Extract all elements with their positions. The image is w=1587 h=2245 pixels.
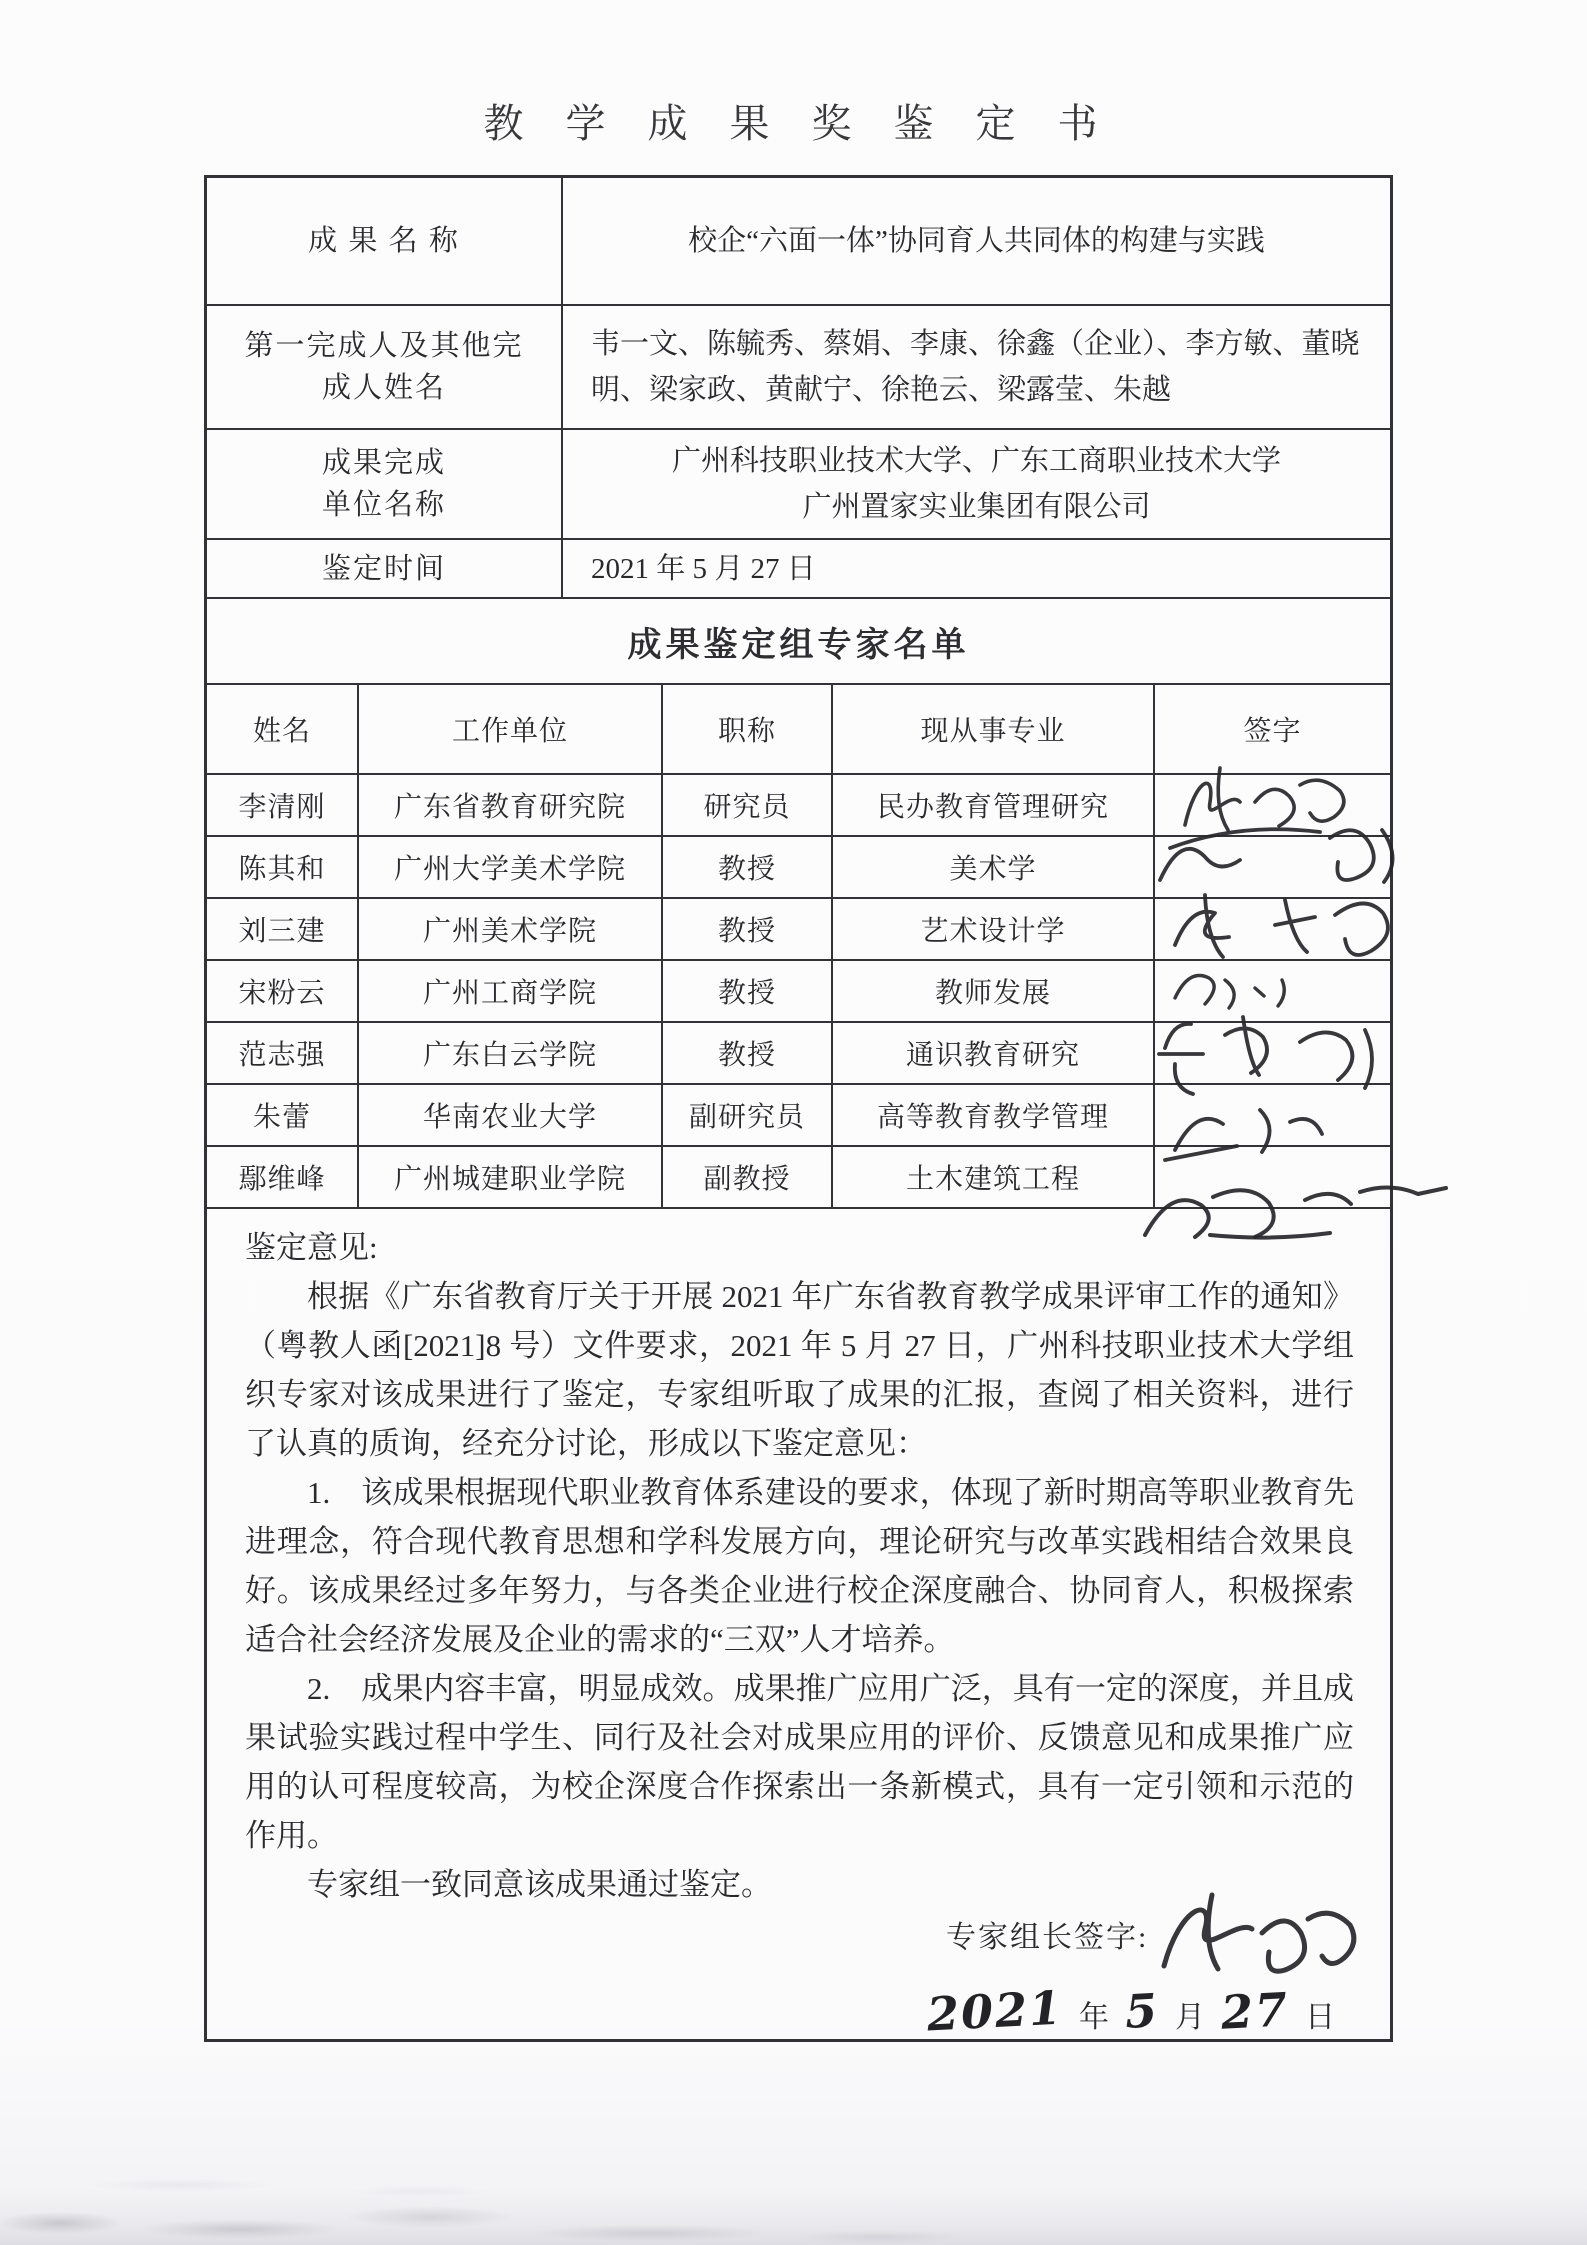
col-header-org: 工作单位 (359, 685, 663, 773)
table-row (207, 899, 1390, 961)
expert-org: 华南农业大学 (359, 1085, 663, 1145)
expert-signature-cell (1155, 837, 1390, 897)
value-line-1: 广州科技职业技术大学、广东工商职业技术大学 (671, 445, 1281, 477)
leader-signature-label: 专家组长签字: (946, 1921, 1149, 1954)
expert-field: 艺术设计学 (833, 899, 1155, 959)
expert-name: 鄢维峰 (207, 1147, 359, 1207)
expert-title: 教授 (663, 1023, 833, 1083)
expert-name: 范志强 (207, 1023, 359, 1083)
achievement-name-value (563, 178, 1390, 304)
expert-title: 研究员 (663, 775, 833, 835)
opinion-paragraph: 2. 成果内容丰富，明显成效。成果推广应用广泛，具有一定的深度，并且成果试验实践过程中学生、同行及社会对成果应用的评价、反馈意见和成果推广应用的认可程度较高，为校企深度合作探索出一条新模式，具有一定引领和示范的作用。 (245, 1671, 1354, 1853)
expert-name: 李清刚 (207, 775, 359, 835)
date-day-handwritten: 27 (1219, 1982, 1291, 2040)
completing-units-label (207, 430, 563, 538)
completing-units-value (563, 430, 1390, 538)
table-row (207, 837, 1390, 899)
col-header-sign: 签字 (1243, 716, 1302, 747)
row-completing-units (207, 430, 1390, 540)
date-day-unit: 日 (1305, 2001, 1336, 2034)
row-achievement-name (207, 178, 1390, 306)
expert-title: 教授 (663, 837, 833, 897)
expert-org: 广东省教育研究院 (359, 775, 663, 835)
col-header-name: 姓名 (207, 685, 359, 773)
expert-signature-cell (1155, 961, 1390, 1021)
expert-signature-cell (1155, 1147, 1390, 1207)
col-header-title: 职称 (663, 685, 833, 773)
expert-signature-cell (1155, 1085, 1390, 1145)
completers-value (563, 306, 1390, 428)
expert-signature-cell (1155, 899, 1390, 959)
appraisal-date-value (563, 540, 1390, 597)
appraisal-opinion-section (207, 1209, 1390, 2045)
expert-org: 广州城建职业学院 (359, 1147, 663, 1207)
expert-title: 副研究员 (663, 1085, 833, 1145)
expert-signature-cell (1155, 1023, 1390, 1083)
expert-field: 土木建筑工程 (833, 1147, 1155, 1207)
label-text: 鉴定时间 (321, 552, 446, 585)
opinion-paragraph: 根据《广东省教育厅关于开展 2021 年广东省教育教学成果评审工作的通知》（粤教人函[2021]8 号）文件要求，2021 年 5 月 27 日，广州科技职业技术大学组织专家对该成果进行了鉴定，专家组听取了成果的汇报，查阅了相关资料，进行了认真的质询，经充分讨论，形成以下鉴定意见： (245, 1279, 1354, 1461)
value-text: 校企“六面一体”协同育人共同体的构建与实践 (688, 225, 1265, 257)
expert-title: 教授 (663, 961, 833, 1021)
completers-label (207, 306, 563, 428)
expert-field: 美术学 (833, 837, 1155, 897)
expert-org: 广东白云学院 (359, 1023, 663, 1083)
expert-field: 民办教育管理研究 (833, 775, 1155, 835)
date-month-handwritten: 5 (1123, 1983, 1161, 2039)
opinion-heading: 鉴定意见: (245, 1230, 378, 1265)
expert-org: 广州工商学院 (359, 961, 663, 1021)
expert-title: 副教授 (663, 1147, 833, 1207)
expert-table-header (207, 685, 1390, 775)
label-text: 成 果 名 称 (308, 225, 460, 257)
expert-field: 教师发展 (833, 961, 1155, 1021)
document-title: 教 学 成 果 奖 鉴 定 书 (483, 101, 1114, 146)
value-line-2: 广州置家实业集团有限公司 (802, 491, 1151, 523)
expert-field: 高等教育教学管理 (833, 1085, 1155, 1145)
table-row (207, 1023, 1390, 1085)
value-text: 2021 年 5 月 27 日 (591, 552, 816, 585)
table-row (207, 1147, 1390, 1209)
table-row (207, 961, 1390, 1023)
col-header-field: 现从事专业 (833, 685, 1155, 773)
label-text: 成果完成单位名称 (321, 447, 446, 521)
opinion-paragraph: 专家组一致同意该成果通过鉴定。 (307, 1867, 772, 1902)
label-text: 第一完成人及其他完成人姓名 (244, 330, 524, 404)
expert-org: 广州大学美术学院 (359, 837, 663, 897)
table-row (207, 775, 1390, 837)
value-text: 韦一文、陈毓秀、蔡娟、李康、徐鑫（企业）、李方敏、董晓明、梁家政、黄献宁、徐艳云、梁露莹、朱越 (591, 328, 1360, 406)
leader-signature-date (925, 1980, 1336, 2042)
achievement-name-label (207, 178, 563, 304)
row-completers (207, 306, 1390, 430)
appraisal-date-label (207, 540, 563, 597)
scan-artifact-bottom (0, 2189, 1587, 2245)
expert-name: 朱蕾 (207, 1085, 359, 1145)
expert-field: 通识教育研究 (833, 1023, 1155, 1083)
expert-name: 刘三建 (207, 899, 359, 959)
expert-name: 宋粉云 (207, 961, 359, 1021)
opinion-paragraph: 1. 该成果根据现代职业教育体系建设的要求，体现了新时期高等职业教育先进理念，符合现代教育思想和学科发展方向，理论研究与改革实践相结合效果良好。该成果经过多年努力，与各类企业进行校企深度融合、协同育人，积极探索适合社会经济发展及企业的需求的“三双”人才培养。 (245, 1475, 1354, 1657)
appraisal-table (204, 175, 1393, 2042)
date-month-unit: 月 (1175, 2001, 1206, 2034)
table-row (207, 1085, 1390, 1147)
expert-title: 教授 (663, 899, 833, 959)
expert-org: 广州美术学院 (359, 899, 663, 959)
expert-name: 陈其和 (207, 837, 359, 897)
date-year-unit: 年 (1079, 2001, 1110, 2034)
expert-signature-cell (1155, 775, 1390, 835)
expert-list-title: 成果鉴定组专家名单 (207, 599, 1390, 685)
row-appraisal-date (207, 540, 1390, 599)
date-year-handwritten: 2021 (925, 1980, 1065, 2042)
